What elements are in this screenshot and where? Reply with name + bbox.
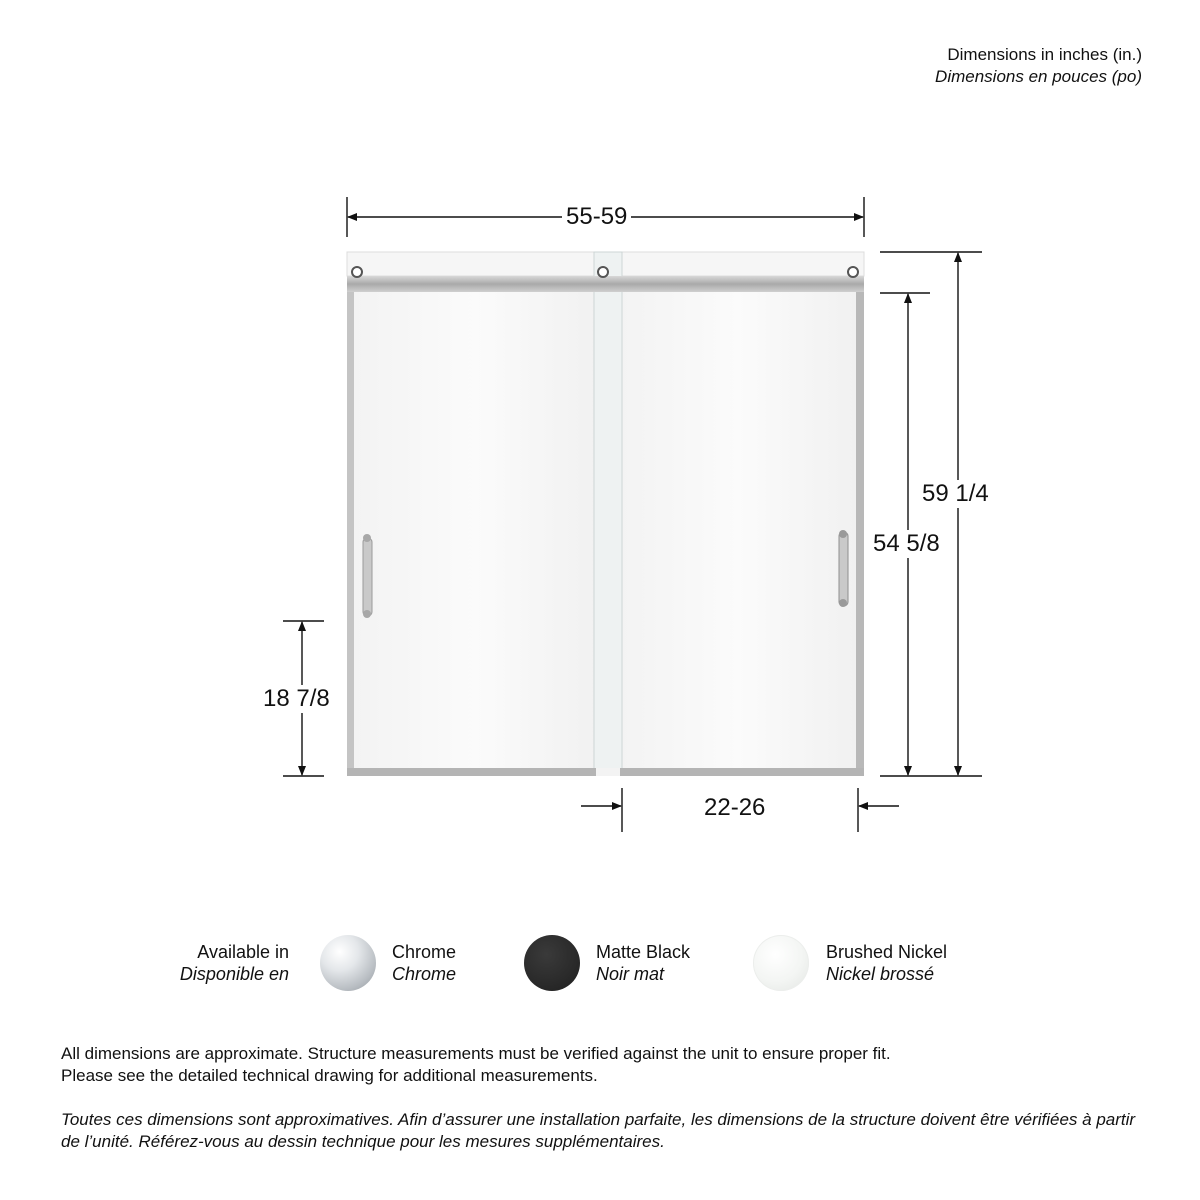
left-roller [352,267,362,277]
right-door-glass [620,292,856,772]
units-note-en: Dimensions in inches (in.) [947,45,1142,64]
overall-width-label: 55-59 [562,203,631,231]
left-wall-jamb [347,276,354,772]
bottom-to-handle-label: 18 7/8 [259,685,334,713]
left-handle [363,534,372,618]
available-in-label: Available in Disponible en [179,942,289,984]
chrome-swatch [320,935,376,991]
brushed-nickel-label: Brushed Nickel Nickel brossé [826,942,948,984]
units-note-fr: Dimensions en pouces (po) [935,67,1142,86]
center-roller [598,267,608,277]
english-note: All dimensions are approximate. Structure measurements must be verified against the unit to ensure proper fit. Please see the detailed technical drawing for additional measurements. [61,1044,891,1085]
french-note: Toutes ces dimensions sont approximatives. Afin d’assurer une installation parfaite, les dimensions de la structure doivent être vérifiées à partir de l’unité. Référez-vous au dessin technique pour les mesures supplémentaires. [61,1110,1136,1151]
door-opening-label: 22-26 [700,794,769,822]
right-handle [839,530,848,607]
brushed-nickel-swatch [753,935,809,991]
glass-height-label: 54 5/8 [869,530,944,558]
header-rail [347,276,864,292]
left-door-glass [354,292,598,772]
right-roller [848,267,858,277]
right-wall-jamb [856,276,864,772]
overall-height-label: 59 1/4 [918,480,993,508]
door-overlap [594,252,622,772]
chrome-label: Chrome Chrome [392,942,457,984]
matte-black-label: Matte Black Noir mat [596,942,691,984]
matte-black-swatch [524,935,580,991]
